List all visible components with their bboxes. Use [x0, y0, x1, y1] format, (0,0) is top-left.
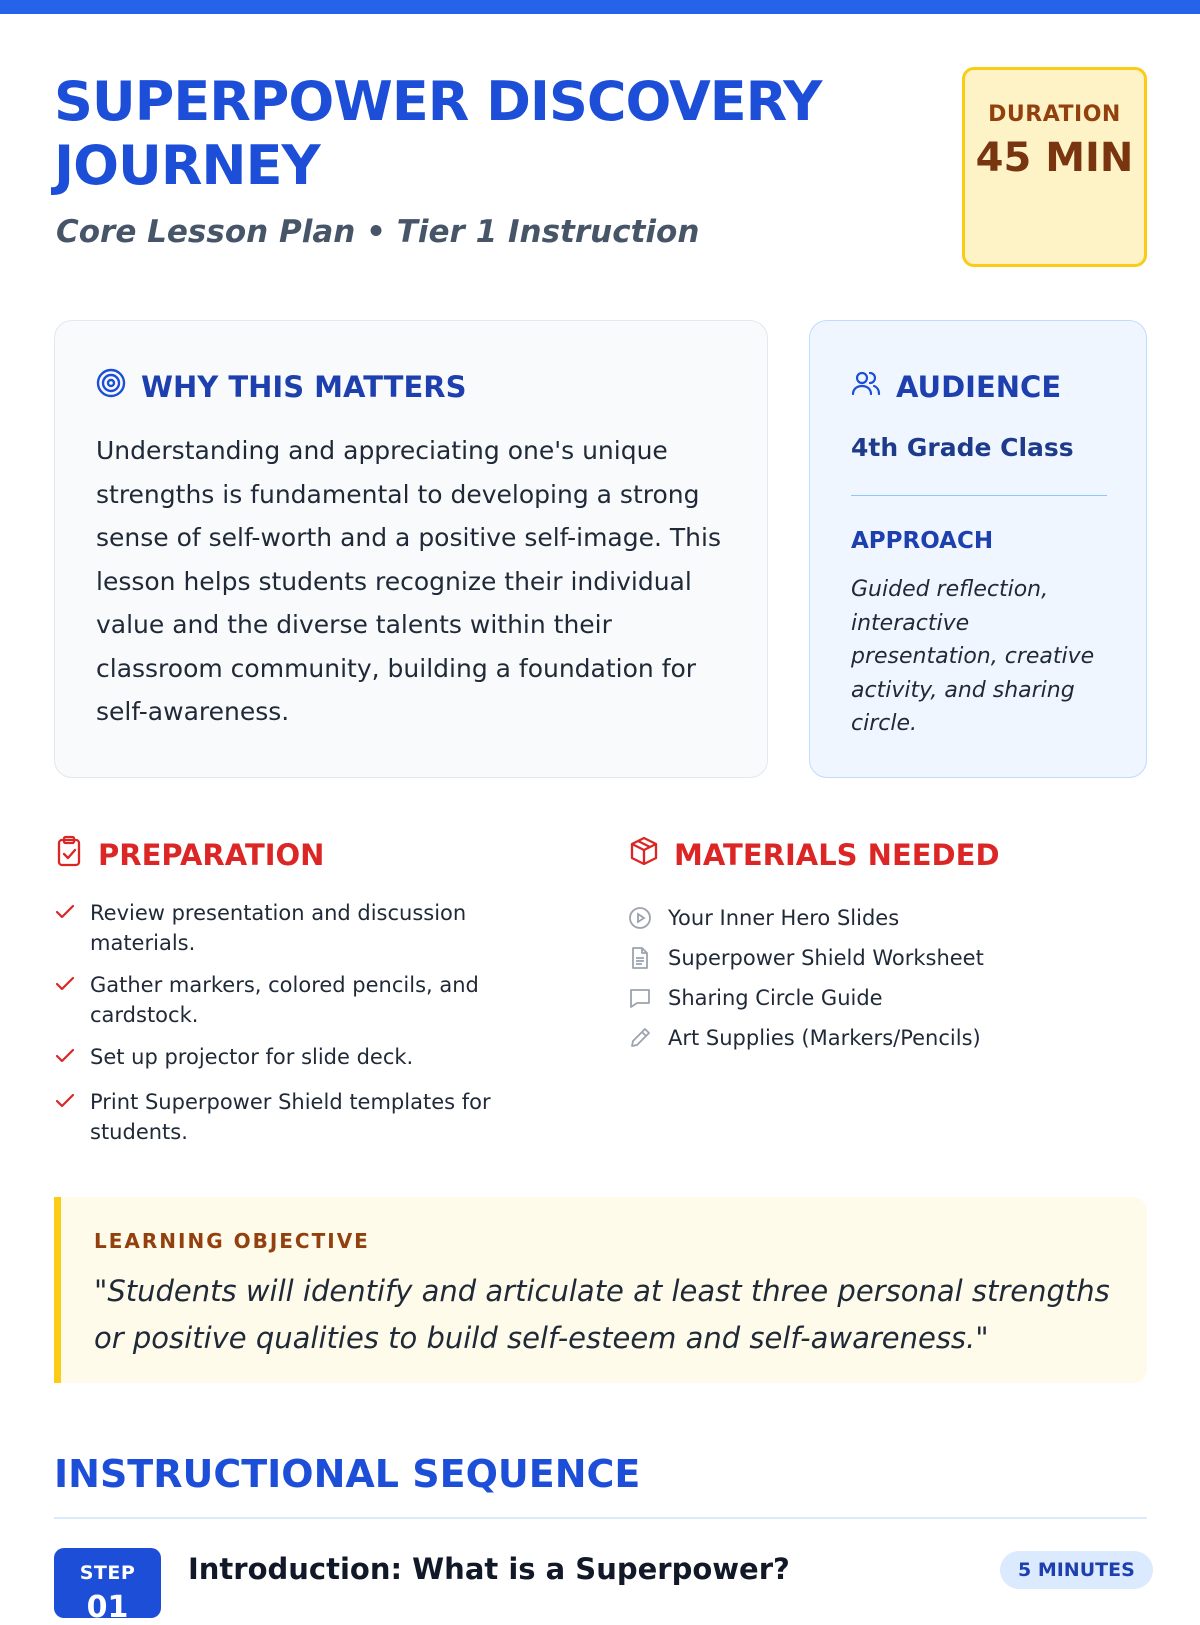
- list-item: [628, 938, 1148, 978]
- clipboard-check-icon: [54, 835, 84, 874]
- play-circle-icon: [628, 906, 654, 930]
- users-icon: [850, 367, 882, 406]
- duration-badge: [962, 67, 1147, 267]
- list-item: [628, 1018, 1148, 1058]
- target-icon: [95, 367, 127, 406]
- material-item-text: Art Supplies (Markers/Pencils): [668, 1026, 981, 1050]
- step-number: 01: [86, 1590, 129, 1625]
- top-accent-bar: [0, 0, 1200, 14]
- audience-card: [809, 320, 1147, 778]
- material-item-text: Superpower Shield Worksheet: [668, 946, 984, 970]
- preparation-list: [54, 898, 534, 1159]
- list-item: [54, 1087, 534, 1147]
- step-title: Introduction: What is a Superpower?: [188, 1552, 790, 1586]
- preparation-heading-text: PREPARATION: [98, 837, 325, 872]
- check-icon: [54, 1087, 78, 1147]
- list-item: [54, 1042, 534, 1075]
- duration-label: DURATION: [988, 102, 1121, 127]
- step-label: STEP: [79, 1562, 136, 1584]
- audience-divider: [851, 495, 1107, 496]
- approach-text: Guided reflection, interactive presentation, creative activity, and sharing circle.: [851, 577, 1095, 736]
- learning-objective-label: LEARNING OBJECTIVE: [94, 1229, 370, 1253]
- materials-heading-text: MATERIALS NEEDED: [674, 837, 1000, 872]
- list-item: [54, 970, 534, 1030]
- duration-value: 45 MIN: [975, 135, 1134, 181]
- audience-heading-text: AUDIENCE: [896, 369, 1062, 404]
- list-item: [628, 978, 1148, 1018]
- learning-objective-text: "Students will identify and articulate at least three personal strengths or positive qualities to build self-esteem and self-awareness.": [94, 1274, 1110, 1355]
- package-icon: [628, 835, 660, 874]
- preparation-item-text: Gather markers, colored pencils, and cardstock.: [90, 973, 479, 1027]
- check-icon: [54, 1042, 78, 1075]
- step-badge: [54, 1548, 161, 1625]
- pencil-icon: [628, 1026, 654, 1050]
- why-this-matters-card: [54, 320, 768, 778]
- why-heading: [95, 367, 467, 406]
- preparation-item-text: Set up projector for slide deck.: [90, 1045, 414, 1069]
- audience-grade: 4th Grade Class: [851, 433, 1074, 462]
- document-icon: [628, 946, 654, 970]
- list-item: [54, 898, 534, 958]
- materials-heading: [628, 835, 1000, 874]
- approach-label: APPROACH: [851, 528, 994, 554]
- preparation-item-text: Print Superpower Shield templates for students.: [90, 1090, 491, 1144]
- sequence-title: INSTRUCTIONAL SEQUENCE: [54, 1452, 641, 1496]
- check-icon: [54, 898, 78, 958]
- learning-objective: [54, 1197, 1147, 1383]
- audience-heading: [850, 367, 1061, 406]
- materials-list: [628, 898, 1148, 1058]
- list-item: [628, 898, 1148, 938]
- why-heading-text: WHY THIS MATTERS: [141, 369, 467, 404]
- sequence-divider: [54, 1517, 1147, 1519]
- page-subtitle: Core Lesson Plan • Tier 1 Instruction: [56, 214, 700, 250]
- preparation-item-text: Review presentation and discussion materials.: [90, 901, 467, 955]
- chat-icon: [628, 986, 654, 1010]
- step-duration-pill: 5 MINUTES: [1000, 1551, 1153, 1589]
- preparation-heading: [54, 835, 324, 874]
- why-body: Understanding and appreciating one's unique strengths is fundamental to developing a strong sense of self-worth and a positive self-image. This lesson helps students recognize their individual value and the diverse talents within their classroom community, building a foundation for self-awareness.: [96, 436, 721, 726]
- check-icon: [54, 970, 78, 1030]
- material-item-text: Sharing Circle Guide: [668, 986, 883, 1010]
- page-title: SUPERPOWER DISCOVERY JOURNEY: [54, 70, 822, 197]
- material-item-text: Your Inner Hero Slides: [668, 906, 900, 930]
